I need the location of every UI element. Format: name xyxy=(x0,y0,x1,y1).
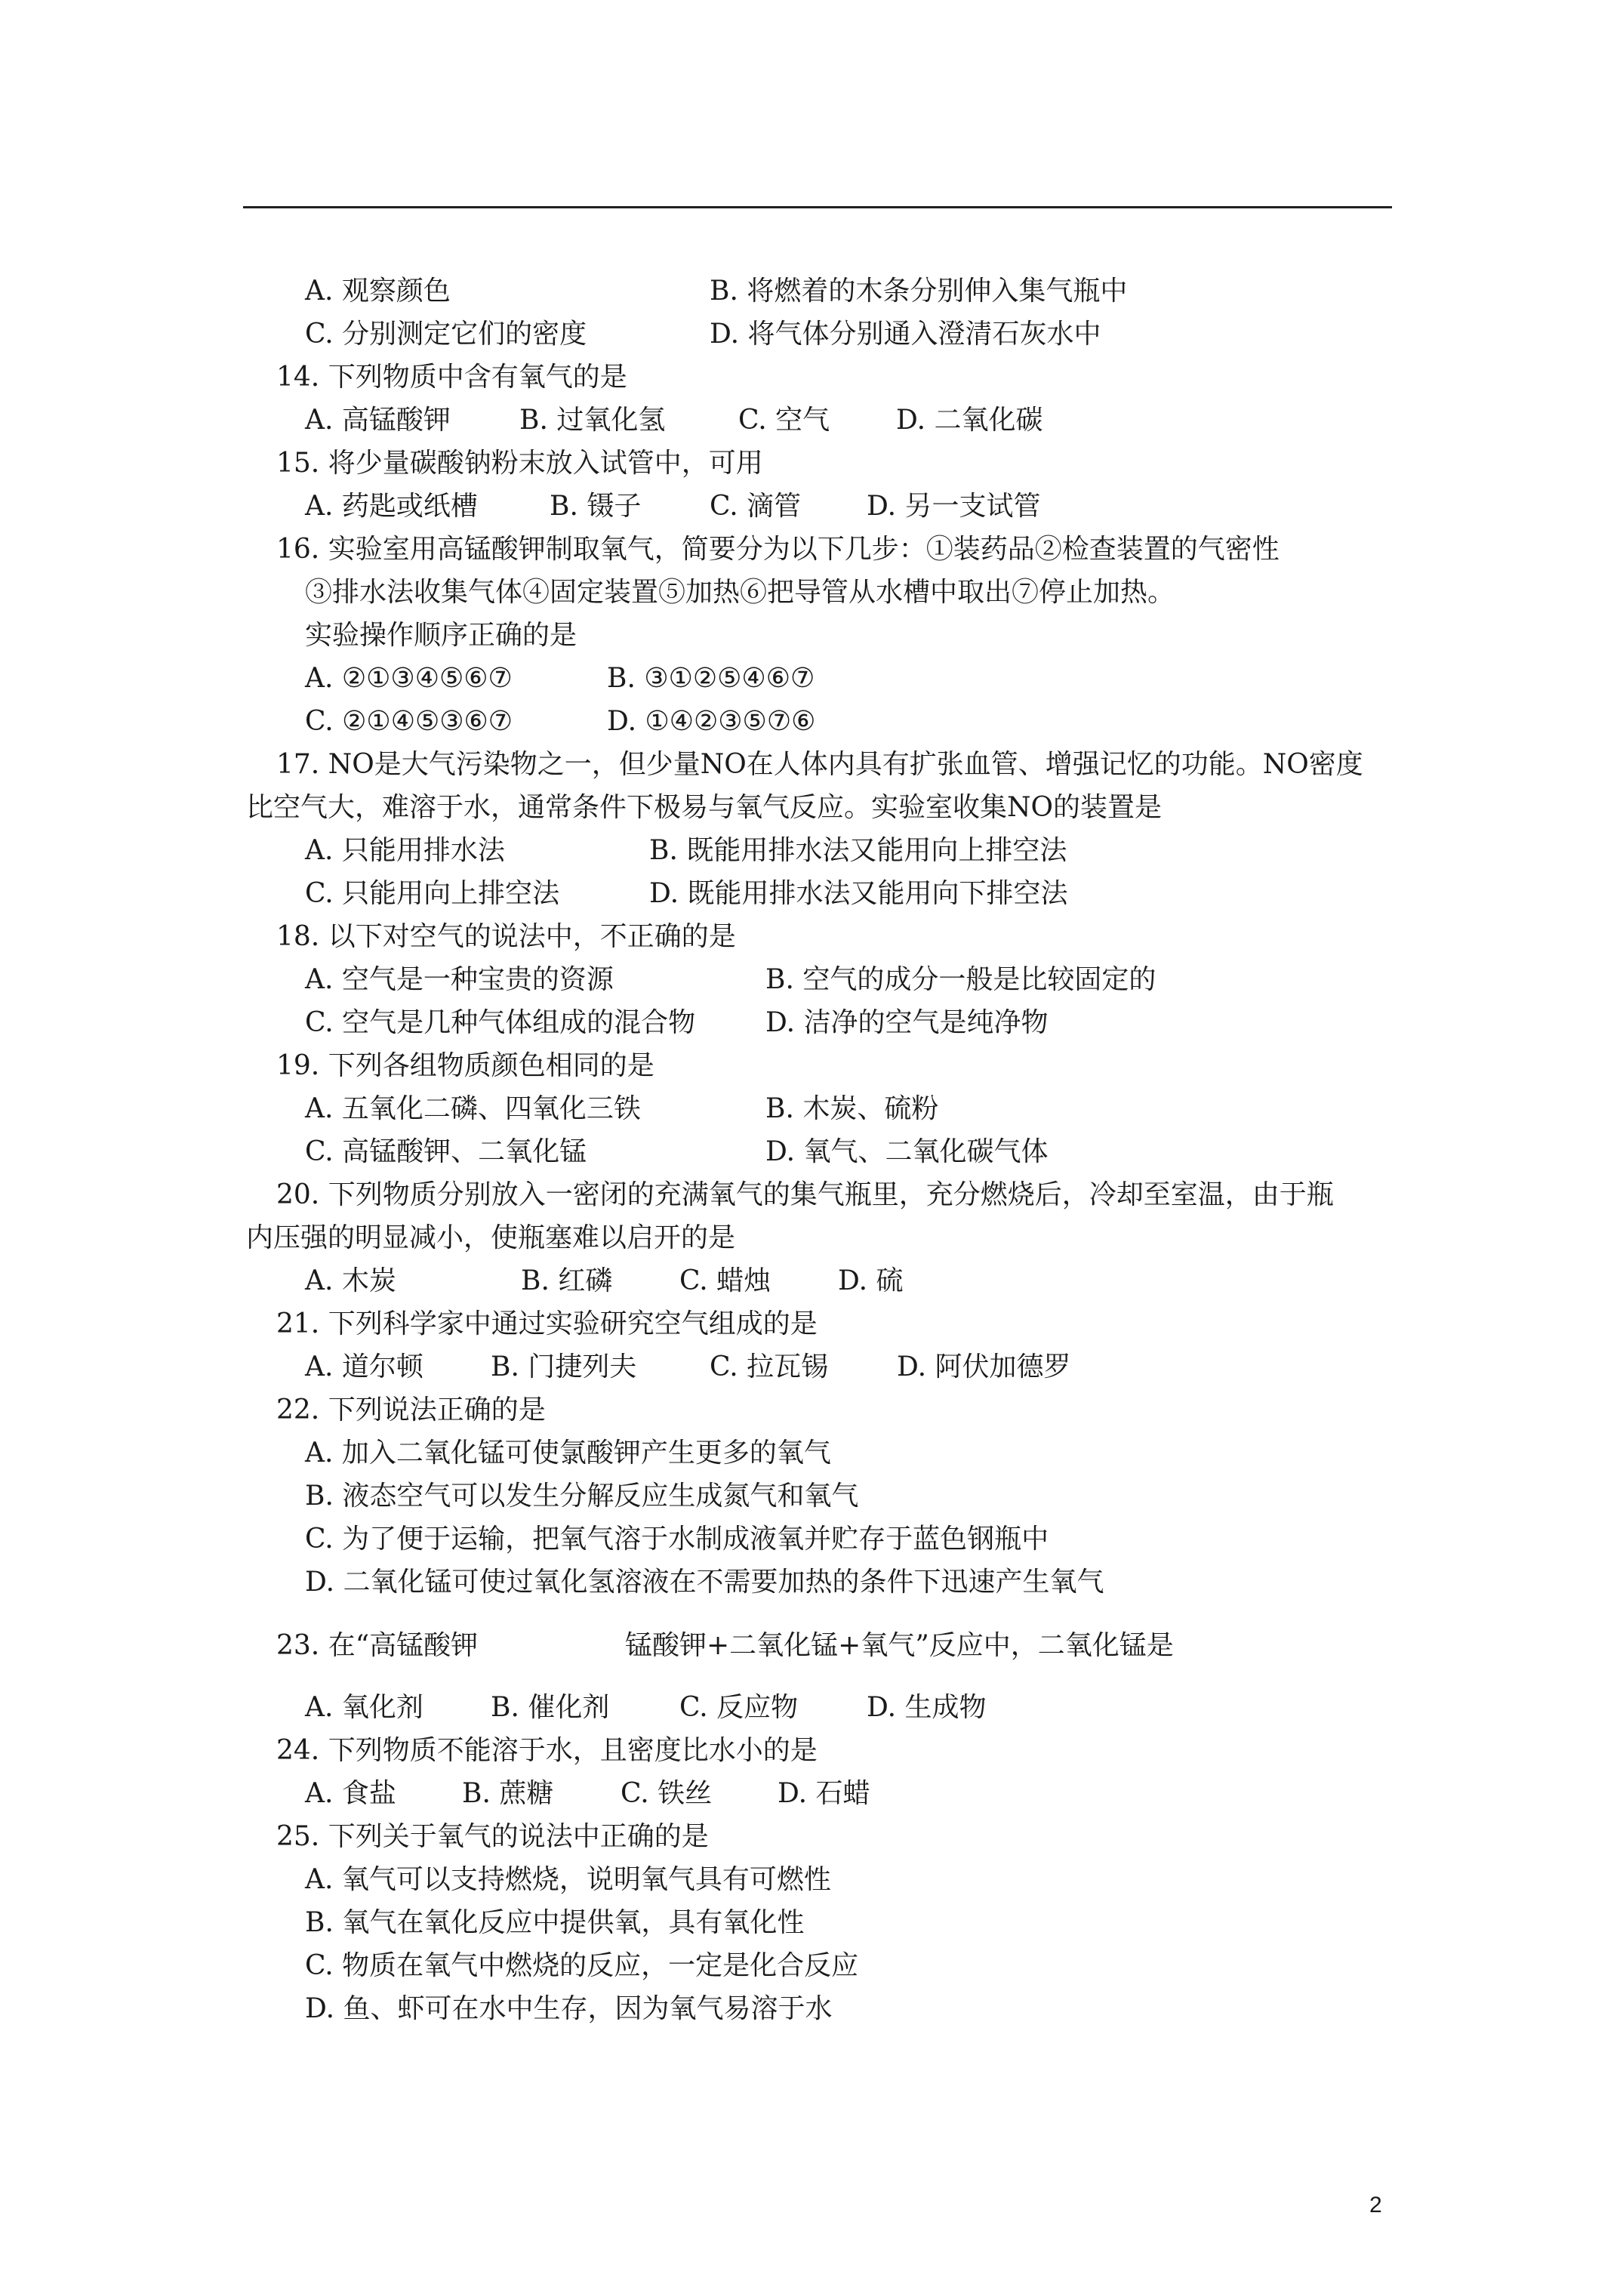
q23-stem-left: 23. 在“高锰酸钾 xyxy=(276,1630,479,1661)
q25-option-d: D. 鱼、虾可在水中生存，因为氧气易溶于水 xyxy=(305,1993,833,2024)
q17-option-b: B. 既能用排水法又能用向上排空法 xyxy=(649,835,1067,866)
q24-stem: 24. 下列物质不能溶于水，且密度比水小的是 xyxy=(276,1735,818,1766)
q25-stem: 25. 下列关于氧气的说法中正确的是 xyxy=(276,1821,709,1852)
q21-stem: 21. 下列科学家中通过实验研究空气组成的是 xyxy=(276,1308,818,1339)
q23-option-c: C. 反应物 xyxy=(679,1692,799,1723)
q16-option-c: C. ②①④⑤③⑥⑦ xyxy=(305,706,513,737)
q20-option-a: A. 木炭 xyxy=(305,1265,396,1296)
q19-option-a: A. 五氧化二磷、四氧化三铁 xyxy=(305,1093,641,1124)
q16-option-a: A. ②①③④⑤⑥⑦ xyxy=(305,663,513,694)
q17-stem-line1: 17. NO是大气污染物之一，但少量NO在人体内具有扩张血管、增强记忆的功能。NO密度 xyxy=(276,749,1363,780)
q13-option-d: D. 将气体分别通入澄清石灰水中 xyxy=(710,319,1101,350)
q18-option-a: A. 空气是一种宝贵的资源 xyxy=(305,964,614,995)
q14-option-d: D. 二氧化碳 xyxy=(896,405,1043,436)
q18-option-c: C. 空气是几种气体组成的混合物 xyxy=(305,1007,696,1038)
q16-stem-line2: ③排水法收集气体④固定装置⑤加热⑥把导管从水槽中取出⑦停止加热。 xyxy=(305,577,1175,608)
q13-option-c: C. 分别测定它们的密度 xyxy=(305,319,587,350)
q17-stem-line2: 比空气大，难溶于水，通常条件下极易与氧气反应。实验室收集NO的装置是 xyxy=(246,792,1163,823)
q13-option-b: B. 将燃着的木条分别伸入集气瓶中 xyxy=(710,276,1128,307)
q21-option-b: B. 门捷列夫 xyxy=(491,1351,637,1382)
q16-stem-line3: 实验操作顺序正确的是 xyxy=(305,620,577,651)
q16-option-d: D. ①④②③⑤⑦⑥ xyxy=(607,706,816,737)
q15-option-d: D. 另一支试管 xyxy=(867,491,1041,522)
q18-option-d: D. 洁净的空气是纯净物 xyxy=(765,1007,1049,1038)
q16-stem-line1: 16. 实验室用高锰酸钾制取氧气，简要分为以下几步：①装药品②检查装置的气密性 xyxy=(276,534,1280,565)
q14-option-c: C. 空气 xyxy=(738,405,830,436)
q24-option-c: C. 铁丝 xyxy=(621,1778,713,1809)
q15-option-c: C. 滴管 xyxy=(710,491,802,522)
q20-option-d: D. 硫 xyxy=(838,1265,904,1296)
q19-option-b: B. 木炭、硫粉 xyxy=(765,1093,939,1124)
q22-stem: 22. 下列说法正确的是 xyxy=(276,1395,546,1425)
q21-option-a: A. 道尔顿 xyxy=(305,1351,423,1382)
q14-option-a: A. 高锰酸钾 xyxy=(305,405,451,436)
q20-stem-line1: 20. 下列物质分别放入一密闭的充满氧气的集气瓶里，充分燃烧后，冷却至室温，由于瓶 xyxy=(276,1179,1334,1210)
q22-option-b: B. 液态空气可以发生分解反应生成氮气和氧气 xyxy=(305,1481,859,1512)
q17-option-a: A. 只能用排水法 xyxy=(305,835,505,866)
q25-option-a: A. 氧气可以支持燃烧，说明氧气具有可燃性 xyxy=(305,1864,831,1895)
q25-option-c: C. 物质在氧气中燃烧的反应，一定是化合反应 xyxy=(305,1950,859,1981)
q23-option-d: D. 生成物 xyxy=(867,1692,987,1723)
q18-option-b: B. 空气的成分一般是比较固定的 xyxy=(765,964,1156,995)
q19-stem: 19. 下列各组物质颜色相同的是 xyxy=(276,1050,654,1081)
q17-option-c: C. 只能用向上排空法 xyxy=(305,878,560,909)
q20-stem-line2: 内压强的明显减小，使瓶塞难以启开的是 xyxy=(246,1222,736,1253)
q19-option-c: C. 高锰酸钾、二氧化锰 xyxy=(305,1136,587,1167)
q24-option-b: B. 蔗糖 xyxy=(462,1778,554,1809)
q22-option-d: D. 二氧化锰可使过氧化氢溶液在不需要加热的条件下迅速产生氧气 xyxy=(305,1567,1104,1598)
q23-option-b: B. 催化剂 xyxy=(491,1692,610,1723)
q17-option-d: D. 既能用排水法又能用向下排空法 xyxy=(649,878,1068,909)
q20-option-c: C. 蜡烛 xyxy=(679,1265,771,1296)
q23-stem-right: 锰酸钾+二氧化锰+氧气”反应中，二氧化锰是 xyxy=(625,1630,1174,1661)
q24-option-d: D. 石蜡 xyxy=(778,1778,870,1809)
q21-option-d: D. 阿伏加德罗 xyxy=(897,1351,1071,1382)
q15-stem: 15. 将少量碳酸钠粉末放入试管中，可用 xyxy=(276,448,763,479)
q22-option-c: C. 为了便于运输，把氧气溶于水制成液氧并贮存于蓝色钢瓶中 xyxy=(305,1524,1049,1555)
q21-option-c: C. 拉瓦锡 xyxy=(710,1351,829,1382)
q14-stem: 14. 下列物质中含有氧气的是 xyxy=(276,362,627,393)
q20-option-b: B. 红磷 xyxy=(521,1265,613,1296)
q19-option-d: D. 氧气、二氧化碳气体 xyxy=(765,1136,1049,1167)
q16-option-b: B. ③①②⑤④⑥⑦ xyxy=(607,663,815,694)
q23-option-a: A. 氧化剂 xyxy=(305,1692,423,1723)
q18-stem: 18. 以下对空气的说法中，不正确的是 xyxy=(276,921,736,952)
q22-option-a: A. 加入二氧化锰可使氯酸钾产生更多的氧气 xyxy=(305,1438,831,1469)
q14-option-b: B. 过氧化氢 xyxy=(519,405,666,436)
q24-option-a: A. 食盐 xyxy=(305,1778,396,1809)
q25-option-b: B. 氧气在氧化反应中提供氧，具有氧化性 xyxy=(305,1907,805,1938)
q15-option-a: A. 药匙或纸槽 xyxy=(305,491,478,522)
page-number: 2 xyxy=(1369,2193,1382,2217)
q13-option-a: A. 观察颜色 xyxy=(305,276,451,307)
q15-option-b: B. 镊子 xyxy=(550,491,642,522)
header-rule xyxy=(243,206,1392,208)
